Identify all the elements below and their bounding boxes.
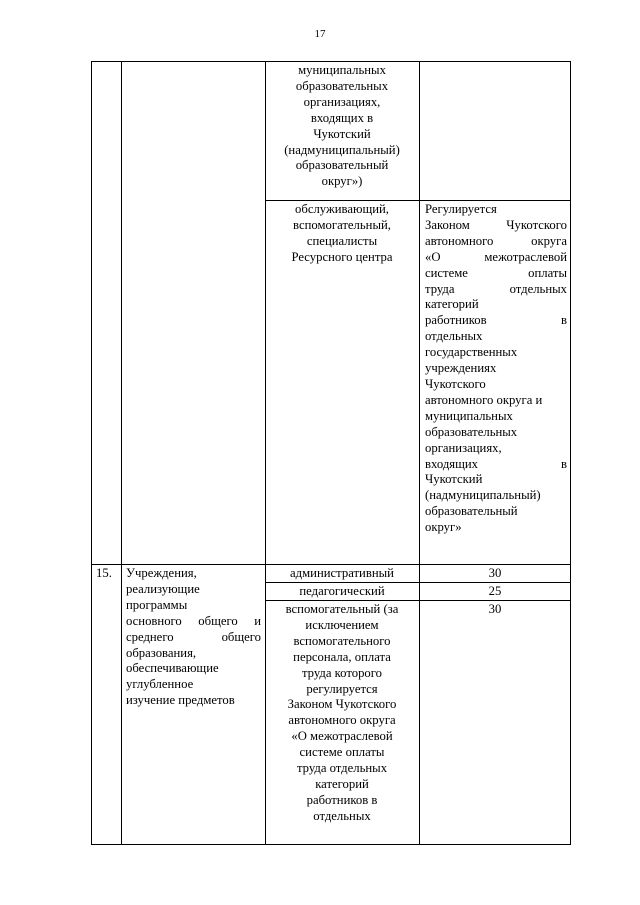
cell-line xyxy=(126,582,261,598)
cell-line xyxy=(425,488,567,504)
cell-word: Чукотского xyxy=(425,376,486,391)
level-cell xyxy=(268,602,416,825)
cell-line xyxy=(425,250,567,266)
cell-word: организациях, xyxy=(425,440,502,455)
level-label: административный xyxy=(290,566,394,580)
cell-line xyxy=(126,677,261,693)
cell-line: обслуживающий, xyxy=(295,202,389,216)
cell-word: труда xyxy=(425,281,455,296)
cell-line: вспомогательный, xyxy=(293,217,391,232)
cell-line: Чукотский xyxy=(313,126,371,141)
cell-line: образовательных xyxy=(295,78,389,93)
cell-line: отдельных xyxy=(313,808,371,823)
cell-line xyxy=(126,661,261,677)
cell-word: входящих xyxy=(425,456,479,471)
level-cell xyxy=(268,566,416,582)
cell-word: Чукотского xyxy=(506,217,567,232)
cell-line: труда отдельных xyxy=(296,761,388,776)
note-cell xyxy=(425,202,567,536)
cell-word: работников xyxy=(425,313,487,328)
cell-line xyxy=(425,377,567,393)
table-border-right xyxy=(570,61,571,845)
cell-word: автономного округа и xyxy=(425,392,543,407)
value-cell xyxy=(422,584,568,600)
level-label: педагогический xyxy=(299,584,385,598)
cell-line: образовательный xyxy=(295,158,389,173)
value-label: 25 xyxy=(488,584,502,598)
cell-line xyxy=(425,504,567,520)
value-label: 30 xyxy=(488,566,502,580)
cell-line xyxy=(425,297,567,313)
cell-line: (надмуниципальный) xyxy=(284,142,400,157)
value-cell xyxy=(422,566,568,582)
cell-line xyxy=(126,614,261,630)
cell-word: образовательный xyxy=(425,504,518,519)
value-cell xyxy=(422,602,568,618)
cell-line: муниципальных xyxy=(298,63,386,77)
cell-word: основного xyxy=(126,613,182,628)
cell-line xyxy=(425,313,567,329)
cell-word: муниципальных xyxy=(425,408,513,423)
cell-line: регулируется xyxy=(306,681,378,696)
cell-word: Законом xyxy=(425,217,470,232)
cell-word: Регулируется xyxy=(425,202,497,216)
cell-line: исключением xyxy=(305,617,379,632)
cell-word: «О xyxy=(425,249,441,264)
cell-line: работников в xyxy=(306,792,378,807)
cell-line xyxy=(425,520,567,536)
cell-line: вспомогательного xyxy=(293,633,391,648)
cell-line: организациях, xyxy=(303,94,381,109)
cell-line xyxy=(126,693,261,709)
row-divider xyxy=(265,200,571,201)
value-label: 30 xyxy=(488,602,502,616)
row-number: 15. xyxy=(96,566,112,580)
cell-word: межотраслевой xyxy=(484,249,567,264)
cell-word: округ» xyxy=(425,520,462,535)
cell-word: общего xyxy=(198,613,238,628)
row-divider xyxy=(265,582,571,583)
cell-line xyxy=(425,234,567,250)
cell-word: округа xyxy=(531,233,567,248)
cell-word: программы xyxy=(126,597,188,612)
cell-line: «О межотраслевой xyxy=(291,729,393,744)
cell-line xyxy=(425,425,567,441)
cell-line: Законом Чукотского xyxy=(287,697,397,712)
cell-line: входящих в xyxy=(310,110,374,125)
cell-line xyxy=(425,409,567,425)
cell-word: углубленное xyxy=(126,677,194,692)
cell-line xyxy=(425,266,567,282)
cell-word: системе xyxy=(425,265,468,280)
table-border-left xyxy=(91,61,92,845)
cell-line: труда которого xyxy=(301,665,382,680)
cell-word: автономного xyxy=(425,233,494,248)
cell-line xyxy=(425,457,567,473)
cell-line xyxy=(425,202,567,218)
column-divider xyxy=(121,61,122,845)
institution-cell xyxy=(126,566,261,709)
cell-word: образовательных xyxy=(425,424,518,439)
cell-word: и xyxy=(254,613,261,628)
cell-line xyxy=(425,345,567,361)
cell-line: автономного округа xyxy=(288,713,396,728)
table-border-bottom xyxy=(91,844,571,845)
cell-line: Ресурсного центра xyxy=(291,249,393,264)
cell-line: специалисты xyxy=(306,233,378,248)
cell-word: (надмуниципальный) xyxy=(425,488,541,503)
cell-line xyxy=(126,598,261,614)
cell-word: в xyxy=(561,456,567,471)
cell-line: системе оплаты xyxy=(299,745,385,760)
level-cell xyxy=(268,584,416,600)
cell-line xyxy=(425,393,567,409)
cell-line xyxy=(425,472,567,488)
column-divider xyxy=(419,61,420,845)
cell-line: вспомогательный (за xyxy=(285,602,399,616)
cell-line: округ») xyxy=(321,174,363,189)
cell-word: реализующие xyxy=(126,581,200,596)
cell-line xyxy=(126,630,261,646)
cell-word: общего xyxy=(221,629,261,644)
cell-line xyxy=(425,361,567,377)
row-divider xyxy=(265,600,571,601)
cell-word: среднего xyxy=(126,629,174,644)
cell-word: образования, xyxy=(126,645,197,660)
cell-line xyxy=(126,566,261,582)
cell-word: Учреждения, xyxy=(126,566,197,580)
cell-line: категорий xyxy=(315,776,369,791)
column-divider xyxy=(265,61,266,845)
cell-word: в xyxy=(561,313,567,328)
cell-word: отдельных xyxy=(425,329,483,344)
cell-word: изучение предметов xyxy=(126,693,235,708)
cell-word: обеспечивающие xyxy=(126,661,219,676)
level-cell xyxy=(268,202,416,266)
cell-line: персонала, оплата xyxy=(293,649,391,664)
cell-word: отдельных xyxy=(509,281,567,296)
cell-word: оплаты xyxy=(528,265,567,280)
cell-word: Чукотский xyxy=(425,472,483,487)
cell-line xyxy=(425,441,567,457)
cell-line xyxy=(126,646,261,662)
cell-line xyxy=(425,218,567,234)
cell-word: государственных xyxy=(425,345,518,360)
level-cell xyxy=(268,63,416,190)
cell-word: категорий xyxy=(425,297,479,312)
table-border-top xyxy=(91,61,571,62)
cell-line xyxy=(425,329,567,345)
cell-word: учреждениях xyxy=(425,361,497,376)
cell-line xyxy=(425,282,567,298)
row-divider xyxy=(91,564,571,565)
page-number: 17 xyxy=(314,28,326,40)
